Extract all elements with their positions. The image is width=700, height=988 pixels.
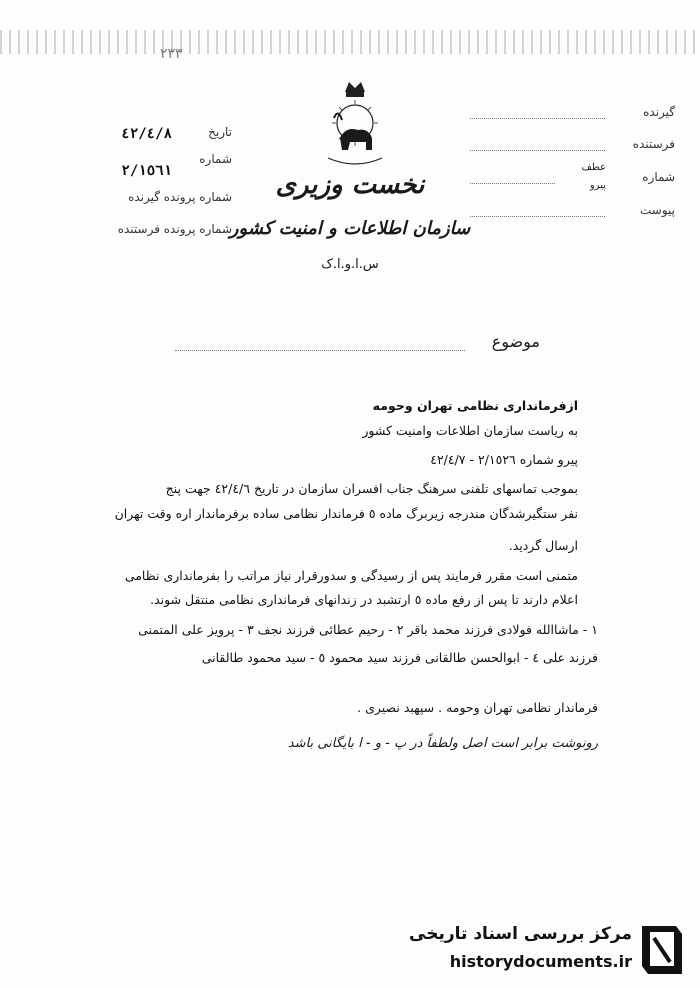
body-from: ازفرمانداری نظامی تهران وحومه [372,398,578,413]
receiver-file-label: شماره پرونده گیرنده [128,190,232,204]
body-p1-line2: نفر ستگیرشدگان مندرجه زیربرگ ماده ٥ فرماندار نظامی ساده برفرماندار اره وقت تهران [114,506,578,521]
lion-and-sun-emblem [318,78,392,170]
right-number-label: شماره [642,170,675,184]
body-signature: فرماندار نظامی تهران وحومه . سپهبد نصیری . [357,700,598,715]
org-title: نخست وزیری [275,170,425,200]
body-list-line2: فرزند علی ٤ - ابوالحسن طالقانی فرزند سید محمود ٥ - سید محمود طالقانی [201,650,598,665]
date-value: ٤٢/٤/٨ [121,126,172,142]
header-top-mark: ٢٣٣ [160,46,183,62]
archive-logo-icon [636,922,688,978]
sender-line [470,150,605,151]
right-number-hand1: عطف [581,162,606,173]
attachment-label: پیوست [640,203,675,217]
date-label: تاریخ [208,125,232,139]
scan-noise [0,30,700,54]
receiver-line [470,118,605,119]
body-p1-line3: ارسال گردید. [508,538,578,553]
body-p2-line2: اعلام دارند تا پس از رفع ماده ٥ ارتشبد در زندانهای فرمانداری نظامی منتقل شوند. [150,592,578,607]
number-value: ٢/١٥٦١ [121,163,172,179]
body-to: به ریاست سازمان اطلاعات وامنیت کشور [362,423,578,438]
subject-line [175,350,465,351]
sender-file-label: شماره پرونده فرستنده [117,222,232,236]
sender-label: فرستنده [632,137,675,151]
body-p1-line1: بموجب تماسهای تلفنی سرهنگ جناب افسران سازمان در تاریخ ٤٢/٤/٦ جهت پنج [165,481,578,496]
receiver-label: گیرنده [643,105,675,119]
org-subtitle: سازمان اطلاعات و امنیت کشور [229,218,471,239]
number-line [470,183,555,184]
attachment-line [470,216,605,217]
org-code: س.ا.و.ا.ک [321,257,379,272]
subject-label: موضوع [491,332,540,351]
copy-note: رونوشت برابر است اصل ولطفاً در پ - و - ا بایگانی باشد [287,736,598,751]
body-ref: پیرو شماره ٢/١٥٢٦ - ٤٢/٤/٧ [430,452,578,467]
body-list-line1: ١ - ماشاالله فولادی فرزند محمد باقر ٢ - رحیم عطائی فرزند نجف ٣ - پرویز علی المتمنی [138,622,598,637]
watermark-line2: historydocuments.ir [449,952,632,971]
body-p2-line1: متمنی است مقرر فرمایند پس از رسیدگی و سدورقرار نیاز مراتب را بفرمانداری نظامی [124,568,578,583]
watermark-line1: مرکز بررسی اسناد تاریخی [409,924,632,944]
archive-watermark [402,918,692,982]
right-number-hand2: پیرو [589,180,606,191]
number-label: شماره [199,152,232,166]
